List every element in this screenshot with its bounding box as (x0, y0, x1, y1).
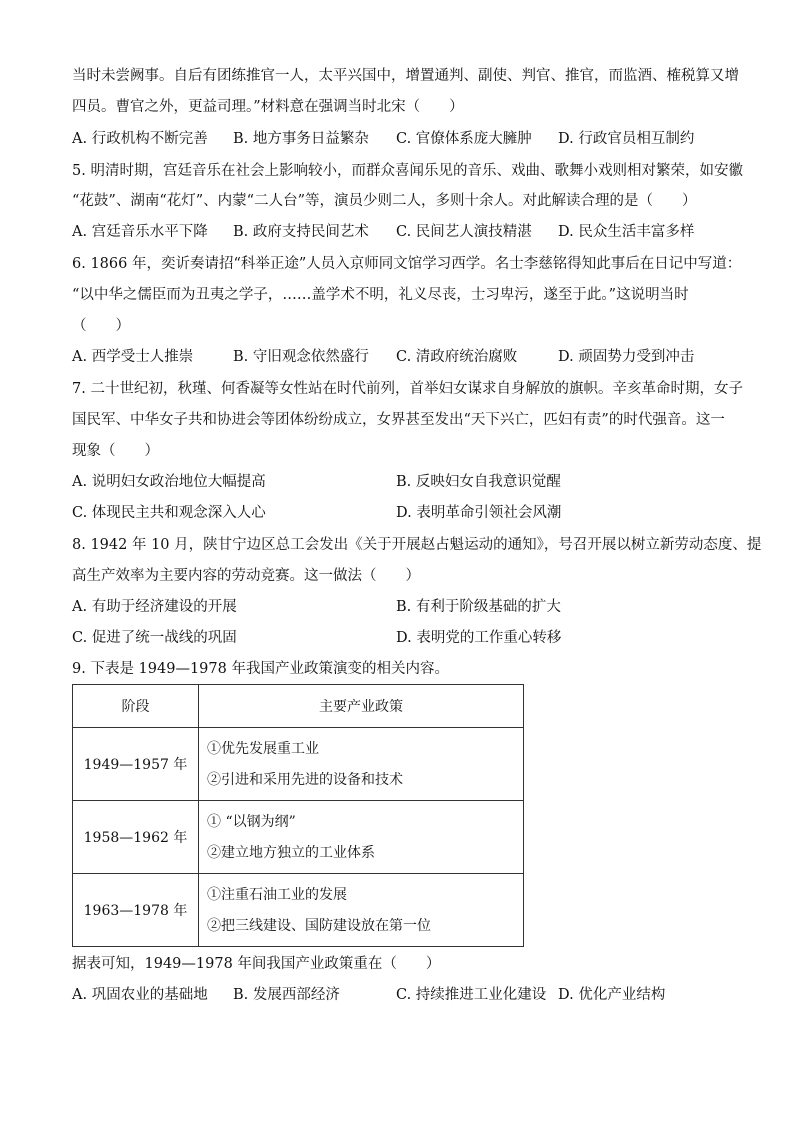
table-header-stage: 阶段 (73, 685, 199, 728)
q7-option-c[interactable]: C. 体现民主共和观念深入人心 (72, 505, 266, 521)
q4-option-d[interactable]: D. 行政官员相互制约 (558, 131, 695, 147)
q8-option-a[interactable]: A. 有助于经济建设的开展 (72, 599, 237, 615)
q6-option-c[interactable]: C. 清政府统治腐败 (396, 349, 518, 365)
policy-item: ①注重石油工业的发展 (207, 886, 347, 903)
q5-stem-line-2: “花鼓”、湖南“花灯”、内蒙“二人台”等，演员少则二人，多则十余人。对此解读合理的是（ ） (72, 193, 697, 209)
table-row (73, 728, 524, 801)
policy-item: ②建立地方独立的工业体系 (207, 844, 375, 861)
q4-continuation-line-1: 当时未尝阙事。自后有团练推官一人，太平兴国中，增置通判、副使、判官、推官，而监酒、榷税算又增 (72, 68, 739, 84)
q8-option-c[interactable]: C. 促进了统一战线的巩固 (72, 630, 237, 646)
q6-stem-line-3: （ ） (72, 318, 130, 334)
policy-item: ②引进和采用先进的设备和技术 (207, 771, 403, 788)
q7-option-d[interactable]: D. 表明革命引领社会风潮 (396, 505, 562, 521)
q4-option-b[interactable]: B. 地方事务日益繁杂 (233, 131, 369, 147)
table-cell-stage: 1949—1957 年 (73, 728, 199, 801)
table-cell-stage: 1958—1962 年 (73, 801, 199, 874)
q7-option-a[interactable]: A. 说明妇女政治地位大幅提高 (72, 474, 266, 490)
q9-option-d[interactable]: D. 优化产业结构 (558, 987, 666, 1003)
q9-option-c[interactable]: C. 持续推进工业化建设 (396, 987, 547, 1003)
q9-stem-line-1: 9. 下表是 1949—1978 年我国产业政策演变的相关内容。 (72, 661, 449, 677)
industrial-policy-table (72, 684, 524, 947)
q9-stem-line-2: 据表可知，1949—1978 年间我国产业政策重在（ ） (72, 956, 441, 972)
table-row (73, 874, 524, 947)
q5-stem-line-1: 5. 明清时期，宫廷音乐在社会上影响较小，而群众喜闻乐见的音乐、戏曲、歌舞小戏则相对繁荣，如安徽 (72, 163, 743, 179)
table-cell-policies (199, 728, 524, 801)
q6-stem-line-2: “以中华之儒臣而为丑夷之学子，……盖学术不明，礼义尽丧，士习卑污，遂至于此。”这说明当时 (72, 287, 689, 303)
q8-option-d[interactable]: D. 表明党的工作重心转移 (396, 630, 562, 646)
q7-stem-line-1: 7. 二十世纪初，秋瑾、何香凝等女性站在时代前列，首举妇女谋求自身解放的旗帜。辛亥革命时期，女子 (72, 381, 743, 397)
q4-option-a[interactable]: A. 行政机构不断完善 (72, 131, 208, 147)
q9-option-b[interactable]: B. 发展西部经济 (233, 987, 340, 1003)
q6-option-b[interactable]: B. 守旧观念依然盛行 (233, 349, 369, 365)
table-header-policy: 主要产业政策 (199, 685, 524, 728)
table-row (73, 801, 524, 874)
q8-option-b[interactable]: B. 有利于阶级基础的扩大 (396, 599, 561, 615)
q4-option-c[interactable]: C. 官僚体系庞大臃肿 (396, 131, 532, 147)
table-cell-policies (199, 801, 524, 874)
q6-option-a[interactable]: A. 西学受士人推崇 (72, 349, 194, 365)
policy-item: ②把三线建设、国防建设放在第一位 (207, 917, 431, 934)
q8-stem-line-1: 8. 1942 年 10 月，陕甘宁边区总工会发出《关于开展赵占魁运动的通知》，号召开展以树立新劳动态度、提 (72, 537, 762, 553)
table-cell-policies (199, 874, 524, 947)
policy-item: ①优先发展重工业 (207, 740, 319, 757)
q5-option-b[interactable]: B. 政府支持民间艺术 (233, 224, 369, 240)
q5-option-c[interactable]: C. 民间艺人演技精湛 (396, 224, 532, 240)
q7-option-b[interactable]: B. 反映妇女自我意识觉醒 (396, 474, 561, 490)
table-cell-stage: 1963—1978 年 (73, 874, 199, 947)
q9-option-a[interactable]: A. 巩固农业的基础地 (72, 987, 208, 1003)
q7-stem-line-2: 国民军、中华女子共和协进会等团体纷纷成立，女界甚至发出“天下兴亡，匹妇有责”的时代强音。这一 (72, 412, 725, 428)
policy-item: ① “以钢为纲” (207, 813, 296, 830)
q6-stem-line-1: 6. 1866 年，奕䜣奏请招“科举正途”人员入京师同文馆学习西学。名士李慈铭得知此事后在日记中写道： (72, 256, 742, 272)
q4-continuation-line-2: 四员。曹官之外，更益司理。”材料意在强调当时北宋（ ） (72, 99, 464, 115)
q6-option-d[interactable]: D. 顽固势力受到冲击 (558, 349, 695, 365)
q7-stem-line-3: 现象（ ） (72, 443, 159, 459)
q8-stem-line-2: 高生产效率为主要内容的劳动竞赛。这一做法（ ） (72, 568, 420, 584)
q5-option-a[interactable]: A. 宫廷音乐水平下降 (72, 224, 208, 240)
q5-option-d[interactable]: D. 民众生活丰富多样 (558, 224, 695, 240)
table-header-row (73, 685, 524, 728)
